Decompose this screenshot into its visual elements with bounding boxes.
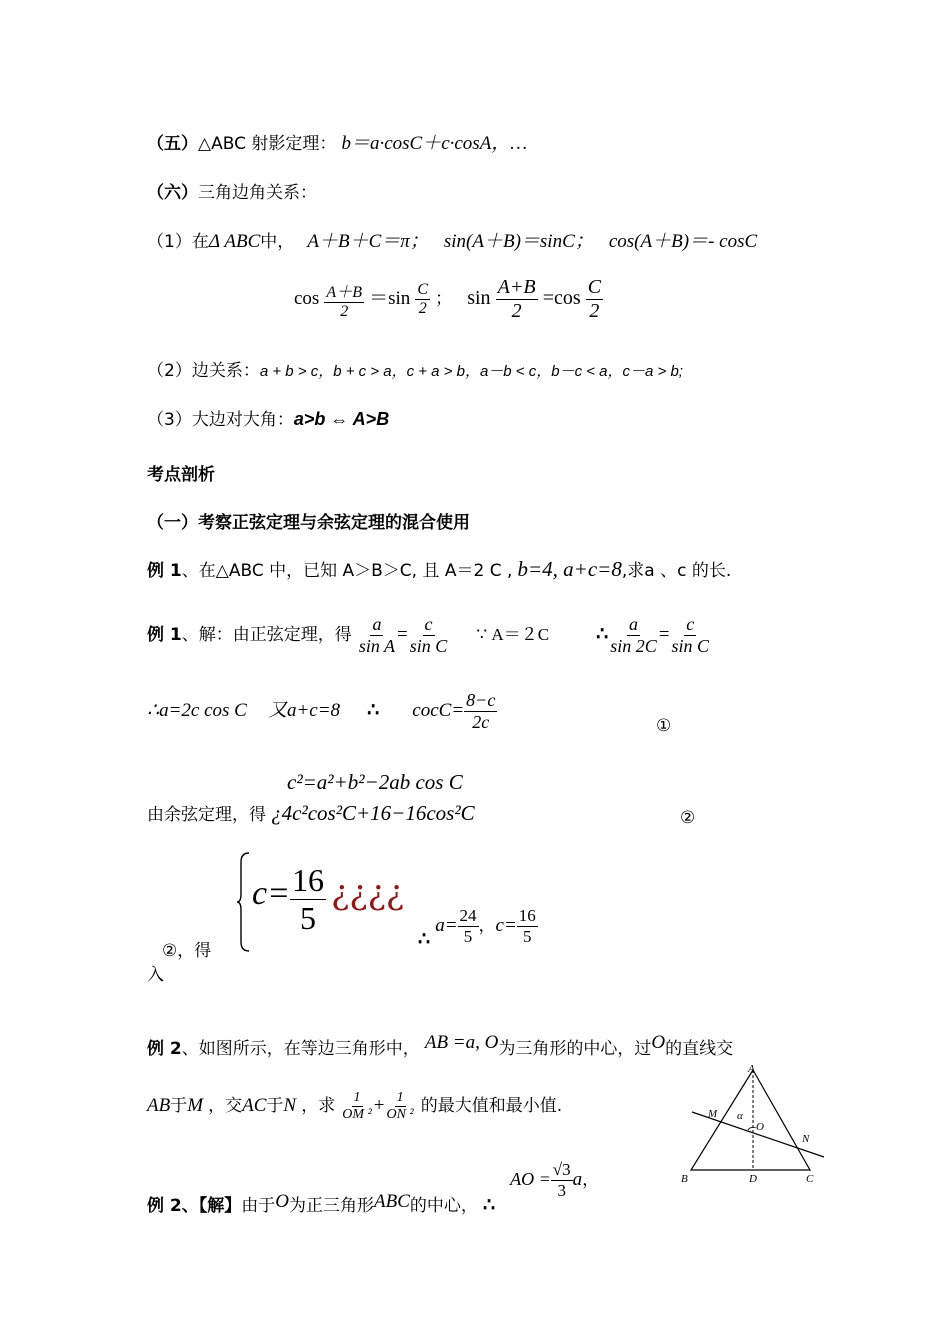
label-d: D <box>749 1173 757 1185</box>
sin-sum-formula: sin(A＋B)＝sinC； <box>443 231 594 252</box>
fraction-denominator: 5 <box>523 927 532 946</box>
point-m: M <box>187 1095 204 1116</box>
example-1-condition: b=4, a+c=8 <box>517 557 622 581</box>
triangle-abc <box>691 1070 810 1170</box>
cocC-label: cocC= <box>412 700 465 721</box>
fraction-denominator: 2 <box>418 300 427 317</box>
sin-word: sin <box>467 287 491 309</box>
broken-glyphs: ¿¿¿¿ <box>331 873 405 913</box>
a-equals-2c-cosC: ∴a=2c cos C <box>147 700 247 721</box>
heading-analysis: 考点剖析 <box>147 465 215 485</box>
yu-text: 于 <box>170 1096 188 1116</box>
final-values <box>418 906 538 950</box>
fraction-numerator: A＋B <box>324 279 364 303</box>
point-n: N <box>283 1095 297 1116</box>
fraction-denominator: 5 <box>463 927 473 946</box>
section-6-text: 三角边角关系： <box>198 183 317 203</box>
yu-text-2: 于 <box>266 1096 284 1116</box>
because-A-2C: ∵ A＝２C <box>476 625 550 644</box>
c-equals-2: c= <box>495 915 517 936</box>
solution-line-3 <box>147 690 497 733</box>
fraction-1-om2 <box>340 1090 373 1123</box>
fraction-numerator: 16 <box>518 906 536 925</box>
point-2-label: （2）边关系： <box>147 361 260 381</box>
example-2-text1: 、如图所示，在等边三角形中， <box>181 1039 420 1059</box>
solution-1 <box>147 614 711 657</box>
section-5 <box>147 128 527 155</box>
c-equals: c= <box>252 875 291 912</box>
ao-equals: AO = <box>510 1169 551 1189</box>
fraction-numerator: c <box>424 614 433 634</box>
label-n: N <box>802 1133 810 1145</box>
fraction-numerator: C <box>587 276 602 298</box>
side-relations: a + b > c，b + c > a，c + a > b，a－b < c，b－c < a，c－a > b; <box>259 363 683 380</box>
fraction-numerator: 1 <box>353 1090 361 1105</box>
example-2-tail: 的最大值和最小值. <box>420 1096 563 1116</box>
point-1 <box>147 226 757 253</box>
fraction-numerator: 16 <box>292 862 325 898</box>
substitution-result <box>252 862 404 937</box>
half-angle-formulas <box>294 276 603 323</box>
label-alpha: α <box>737 1110 743 1122</box>
point-1-label: （1）在 <box>147 232 209 252</box>
fraction-denominator: OM ² <box>342 1107 372 1122</box>
example-1 <box>147 556 731 582</box>
section-6 <box>147 178 317 203</box>
cosine-law-line2: ¿4c²cos²C+16−16cos²C <box>271 801 475 825</box>
triangle-symbol: Δ ABC <box>208 231 261 252</box>
semicolon: ； <box>435 289 453 309</box>
projection-formula: b＝a·cosC＋c·cosA，… <box>341 133 528 154</box>
cos-word: cos <box>294 288 320 309</box>
fraction-denominator: sin C <box>671 636 709 656</box>
ab-equals-a: AB =a, O <box>424 1032 499 1053</box>
cosine-law-row <box>147 800 475 826</box>
cosine-law-zh: 由余弦定理，得 <box>147 805 266 825</box>
example-2-label: 例 2 <box>147 1039 182 1059</box>
example-2-text3: 的直线交 <box>665 1039 734 1059</box>
fraction-denominator: 2c <box>472 712 490 732</box>
therefore-symbol: ∴ <box>596 624 609 645</box>
label-o: O <box>756 1121 764 1133</box>
fraction-1-on2 <box>385 1090 416 1123</box>
brace <box>236 852 250 952</box>
fraction-numerator: a <box>372 614 382 634</box>
fraction-16-over-5-large <box>290 862 326 937</box>
fraction-numerator: C <box>417 281 429 298</box>
example-1-tail: ,求a 、c 的长. <box>621 561 732 581</box>
fraction-denominator: sin A <box>358 636 396 656</box>
solution-2-label: 例 2 <box>147 1196 182 1216</box>
fraction-numerator: 8−c <box>466 690 496 710</box>
section-6-label: （六） <box>147 183 198 203</box>
fraction-numerator: √3 <box>552 1160 571 1179</box>
point-3-label: （3）大边对大角： <box>147 410 294 430</box>
label-b: B <box>681 1173 688 1185</box>
fraction-24-over-5 <box>458 906 479 947</box>
fraction-ab-over-2 <box>324 279 364 321</box>
solution-2-bracket: 、【解】 <box>181 1196 242 1216</box>
fraction-numerator: a <box>628 614 638 634</box>
big-side-big-angle: a>b ⇔ A>B <box>293 409 390 429</box>
fraction-c-over-2b <box>586 276 603 323</box>
solution-1-label: 例 1 <box>147 625 182 645</box>
segment-ab: AB <box>147 1095 171 1116</box>
a-equals: a= <box>435 915 458 936</box>
example-1-label: 例 1 <box>147 561 182 581</box>
label-a: A <box>748 1063 755 1075</box>
fraction-denominator: 2 <box>511 300 522 322</box>
therefore-symbol: ∴ <box>367 700 380 721</box>
solution-1-text: 、解：由正弦定理，得 <box>181 625 352 645</box>
comma: ， <box>478 916 496 936</box>
circle-1: ① <box>656 716 672 736</box>
equals-sign: = <box>397 624 408 645</box>
and-a-plus-c: 又a+c=8 <box>267 700 341 721</box>
qiu-text: ，求 <box>301 1096 336 1116</box>
substitute-text-2: 入 <box>147 965 164 985</box>
point-o: O <box>275 1191 289 1212</box>
triangle-abc-label: ABC <box>373 1191 410 1212</box>
comma: ， <box>582 1170 600 1190</box>
example-1-text: 、在△ABC 中，已知 A＞B＞C, 且 A＝2 C , <box>181 561 513 581</box>
segment-ac: AC <box>242 1095 267 1116</box>
label-c: C <box>806 1173 814 1185</box>
cosine-law-line1: c²=a²+b²−2ab cos C <box>287 770 463 794</box>
variable-a: a <box>572 1169 583 1190</box>
fraction-sqrt3-over-3 <box>551 1160 573 1201</box>
solution-2-text2: 为正三角形 <box>288 1196 374 1216</box>
cos-sum-formula: cos(A＋B)＝- cosC <box>608 231 758 252</box>
fraction-denominator: 3 <box>557 1181 566 1200</box>
circle-2: ② <box>680 808 696 828</box>
example-2-line2 <box>147 1090 562 1123</box>
example-2-line1 <box>147 1034 733 1060</box>
fraction-denominator: sin C <box>409 636 448 656</box>
point-o: O <box>651 1032 666 1053</box>
section-5-text: △ABC 射影定理： <box>198 134 337 154</box>
fraction-denominator: 2 <box>589 300 600 322</box>
solution-2-text3: 的中心， <box>409 1196 478 1216</box>
angle-sum-formula: A＋B＋C＝π； <box>307 231 429 252</box>
label-m: M <box>708 1108 718 1120</box>
heading-part-1: （一）考察正弦定理与余弦定理的混合使用 <box>147 513 470 533</box>
substitute-text: ②，得 <box>162 941 212 961</box>
point-3 <box>147 405 389 430</box>
point-1-zh: 中， <box>260 232 295 252</box>
fraction-8-c-over-2c <box>464 690 497 733</box>
equals-sign: = <box>658 624 670 645</box>
plus-sign: + <box>373 1095 385 1116</box>
angle-arc <box>748 1127 756 1130</box>
fraction-c-sinC-2 <box>669 614 711 657</box>
triangle-figure <box>676 1060 836 1190</box>
section-5-label: （五） <box>147 134 198 154</box>
jiao-text: ，交 <box>208 1096 243 1116</box>
point-2 <box>147 356 683 381</box>
fraction-numerator: 24 <box>459 906 477 925</box>
fraction-a-sin2C <box>608 614 659 657</box>
fraction-ab-over-2b <box>496 276 538 323</box>
solution-2-text1: 由于 <box>241 1196 276 1216</box>
fraction-numerator: A+B <box>497 276 536 298</box>
fraction-numerator: c <box>686 614 695 634</box>
equals-sin: ＝sin <box>369 288 411 309</box>
equals-cos: =cos <box>542 287 581 309</box>
fraction-denominator: 2 <box>340 302 349 320</box>
fraction-c-sinC <box>408 614 450 657</box>
solution-2 <box>147 1160 600 1216</box>
therefore-symbol: ∴ <box>482 1195 496 1216</box>
fraction-denominator: sin 2C <box>610 636 657 656</box>
fraction-denominator: ON ² <box>386 1107 414 1122</box>
example-2-text2: 为三角形的中心，过 <box>498 1039 652 1059</box>
fraction-a-sinA <box>357 614 397 657</box>
fraction-16-over-5 <box>517 906 538 947</box>
therefore-symbol: ∴ <box>418 929 431 950</box>
fraction-c-over-2 <box>415 281 430 318</box>
fraction-numerator: 1 <box>396 1090 404 1105</box>
fraction-denominator: 5 <box>300 900 317 936</box>
